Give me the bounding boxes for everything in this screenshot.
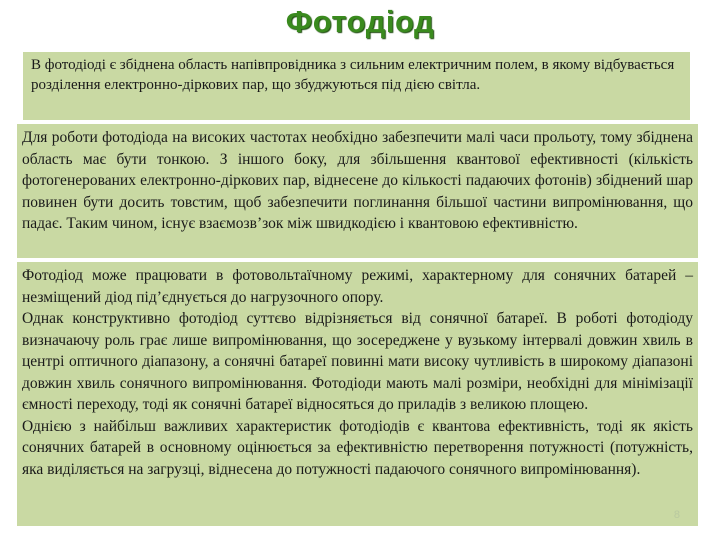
comparison-box: [17, 262, 698, 526]
slide-title: Фотодіод: [285, 4, 435, 39]
photovoltaic-text: Фотодіод може працювати в фотовольтаїчному режимі, характерному для сонячних батарей – незміщений діод під’єднується до нагрузочного опору.: [22, 267, 693, 306]
intro-box: [23, 52, 690, 120]
page-number: 8: [673, 509, 680, 521]
intro-text: В фотодіоді є збіднена область напівпровідника з сильним електричним полем, в якому відбувається розділення електронно-діркових пар, що збуджуються під дією світла.: [31, 57, 675, 93]
difference-text: Однак конструктивно фотодіод суттєво відрізняється від сонячної батареї. В роботі фотодіоду визначаючу роль грає лише випромінювання, що зосереджене у вузькому інтервалі довжин хвиль в центрі оптичного діапазону, а сонячні батареї повинні мати високу чутливість в широкому діапазоні довжин хвиль сонячного випромінювання. Фотодіоди мають малі розміри, необхідні для мінімізації ємності переходу, тоді як сонячні батареї відносяться до приладів з великою площею.: [22, 310, 693, 413]
efficiency-text: Однією з найбільш важливих характеристик фотодіодів є квантова ефективність, тоді як якість сонячних батарей в основному оцінюється за ефективністю перетворення потужності (потужність, яка виділяється на загрузці, віднесена до потужності падаючого сонячного випромінювання).: [22, 417, 693, 478]
speed-efficiency-box: [17, 124, 698, 258]
speed-efficiency-text: Для роботи фотодіода на високих частотах необхідно забезпечити малі часи прольоту, тому збіднена область має бути тонкою. З іншого боку, для збільшення квантової ефективності (кількість фотогенерованих електронно-діркових пар, віднесене до кількості падаючих фотонів) збіднений шар повинен бути досить товстим, щоб забезпечити поглинання більшої частини випромінювання, що падає. Таким чином, існує взаємозв’зок між швидкодією і квантовою ефективністю.: [22, 129, 693, 232]
